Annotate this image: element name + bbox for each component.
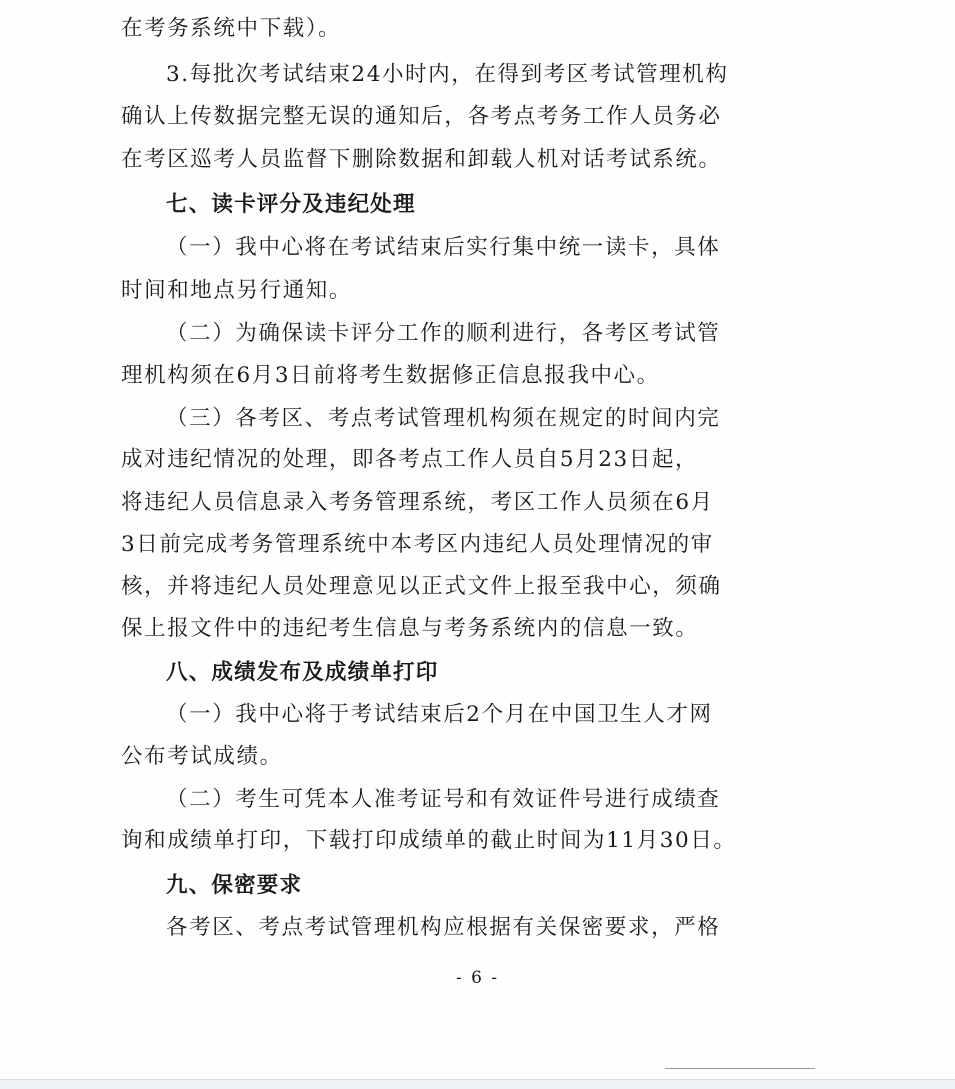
body-line-15: 保上报文件中的违纪考生信息与考务系统内的信息一致。 [121, 616, 699, 641]
body-line-9: 理机构须在6月3日前将考生数据修正信息报我中心。 [121, 363, 660, 388]
body-line-3: 确认上传数据完整无误的通知后，各考点考务工作人员务必 [121, 104, 722, 129]
body-line-2: 3.每批次考试结束24小时内，在得到考区考试管理机构 [166, 62, 729, 87]
body-line-14: 核，并将违纪人员处理意见以正式文件上报至我中心，须确 [121, 574, 722, 599]
body-line-11: 成对违纪情况的处理，即各考点工作人员自5月23日起， [121, 447, 699, 472]
scan-mark-line [665, 1068, 815, 1069]
body-line-20: 询和成绩单打印，下载打印成绩单的截止时间为11月30日。 [121, 828, 737, 853]
body-line-22: 各考区、考点考试管理机构应根据有关保密要求，严格 [166, 915, 721, 940]
page-number: - 6 - [455, 968, 500, 988]
body-line-4: 在考区巡考人员监督下删除数据和卸载人机对话考试系统。 [121, 147, 722, 172]
section-heading-8: 八、成绩发布及成绩单打印 [166, 660, 439, 685]
body-line-17: （一）我中心将于考试结束后2个月在中国卫生人才网 [166, 702, 713, 727]
body-line-10: （三）各考区、考点考试管理机构须在规定的时间内完 [166, 406, 721, 431]
body-line-7: 时间和地点另行通知。 [121, 278, 353, 303]
body-line-12: 将违纪人员信息录入考务管理系统，考区工作人员须在6月 [121, 490, 714, 515]
section-heading-7: 七、读卡评分及违纪处理 [166, 192, 416, 217]
body-line-8: （二）为确保读卡评分工作的顺利进行，各考区考试管 [166, 321, 721, 346]
body-line-19: （二）考生可凭本人准考证号和有效证件号进行成绩查 [166, 787, 721, 812]
body-line-18: 公布考试成绩。 [121, 744, 283, 769]
body-line-6: （一）我中心将在考试结束后实行集中统一读卡，具体 [166, 235, 721, 260]
body-line-1: 在考务系统中下载）。 [121, 16, 342, 41]
body-line-13: 3日前完成考务管理系统中本考区内违纪人员处理情况的审 [121, 532, 714, 557]
section-heading-9: 九、保密要求 [166, 873, 303, 898]
